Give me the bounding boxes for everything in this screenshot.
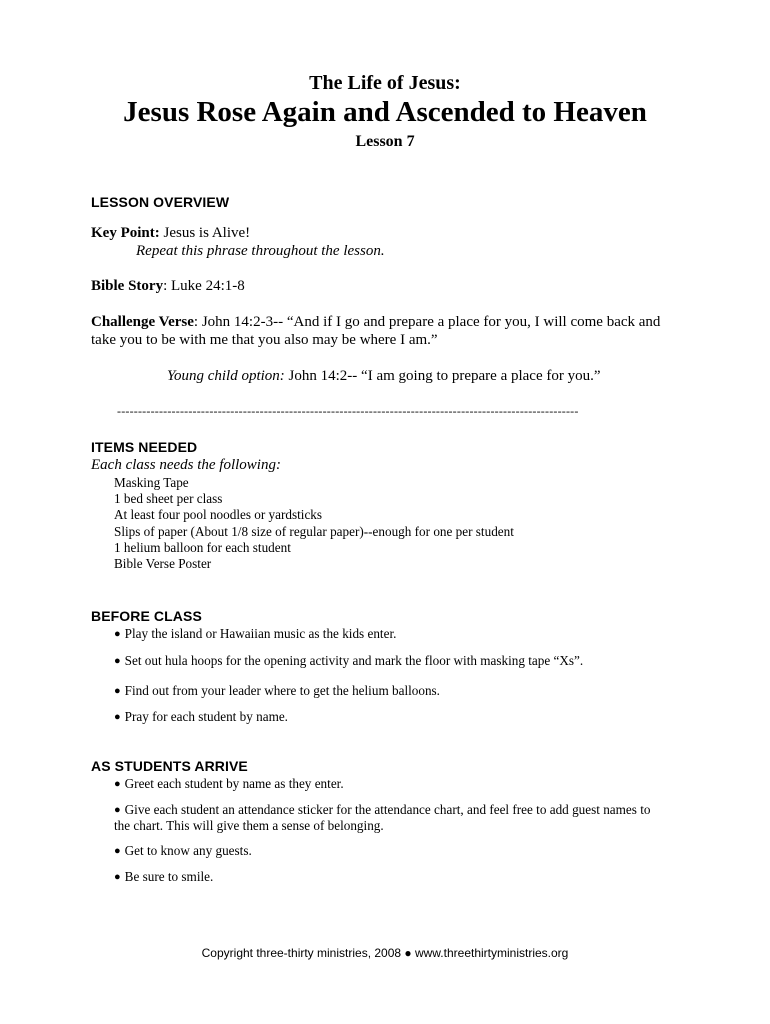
list-item: ● Get to know any guests. (114, 843, 252, 859)
key-point-label: Key Point: (91, 225, 160, 241)
bible-story-text: : Luke 24:1-8 (163, 278, 245, 294)
list-item: Slips of paper (About 1/8 size of regular paper)--enough for one per student (114, 524, 514, 539)
items-intro (91, 457, 281, 474)
list-item: 1 helium balloon for each student (114, 540, 291, 555)
section-divider: -------------------------------------------------------------------------------------------------------------- (117, 404, 579, 418)
series-title: The Life of Jesus: (309, 72, 461, 94)
lesson-number: Lesson 7 (355, 133, 415, 150)
challenge-verse-line2: take you to be with me that you also may be where I am.” (91, 332, 438, 348)
list-item: ● Greet each student by name as they enter. (114, 776, 344, 792)
items-intro-text: Each class needs the following: (91, 457, 281, 473)
list-item: Bible Verse Poster (114, 556, 212, 571)
list-item-continuation: the chart. This will give them a sense of belonging. (114, 818, 384, 833)
arrive-heading: AS STUDENTS ARRIVE (91, 758, 248, 774)
challenge-verse-label: Challenge Verse (91, 314, 194, 330)
list-item: At least four pool noodles or yardsticks (114, 507, 323, 522)
items-heading: ITEMS NEEDED (91, 439, 198, 455)
bible-story (91, 278, 245, 295)
list-item: ● Find out from your leader where to get the helium balloons. (114, 683, 440, 699)
challenge-verse-line1 (91, 314, 660, 331)
list-item: ● Play the island or Hawaiian music as the kids enter. (114, 626, 396, 642)
list-item: ● Give each student an attendance sticker for the attendance chart, and feel free to add guest names to (114, 802, 650, 818)
list-item: ● Pray for each student by name. (114, 709, 288, 725)
list-item: 1 bed sheet per class (114, 491, 223, 506)
page-title: Jesus Rose Again and Ascended to Heaven (123, 96, 647, 128)
bible-story-label: Bible Story (91, 278, 164, 294)
young-child-option (167, 368, 601, 385)
key-point-text: Jesus is Alive! (159, 225, 251, 241)
key-point-note (136, 243, 385, 260)
challenge-verse-text: : John 14:2-3-- “And if I go and prepare a place for you, I will come back and (193, 314, 661, 330)
copyright-footer: Copyright three-thirty ministries, 2008 ● www.threethirtyministries.org (201, 946, 569, 960)
before-class-heading: BEFORE CLASS (91, 608, 202, 624)
list-item: Masking Tape (114, 475, 189, 490)
young-child-label: Young child option: (167, 368, 285, 384)
young-child-text: John 14:2-- “I am going to prepare a place for you.” (284, 368, 601, 384)
list-item: ● Be sure to smile. (114, 869, 213, 885)
key-point (91, 225, 250, 242)
list-item: ● Set out hula hoops for the opening activity and mark the floor with masking tape “Xs”. (114, 653, 583, 669)
key-point-note-text: Repeat this phrase throughout the lesson. (136, 243, 385, 259)
overview-heading: LESSON OVERVIEW (91, 194, 230, 210)
